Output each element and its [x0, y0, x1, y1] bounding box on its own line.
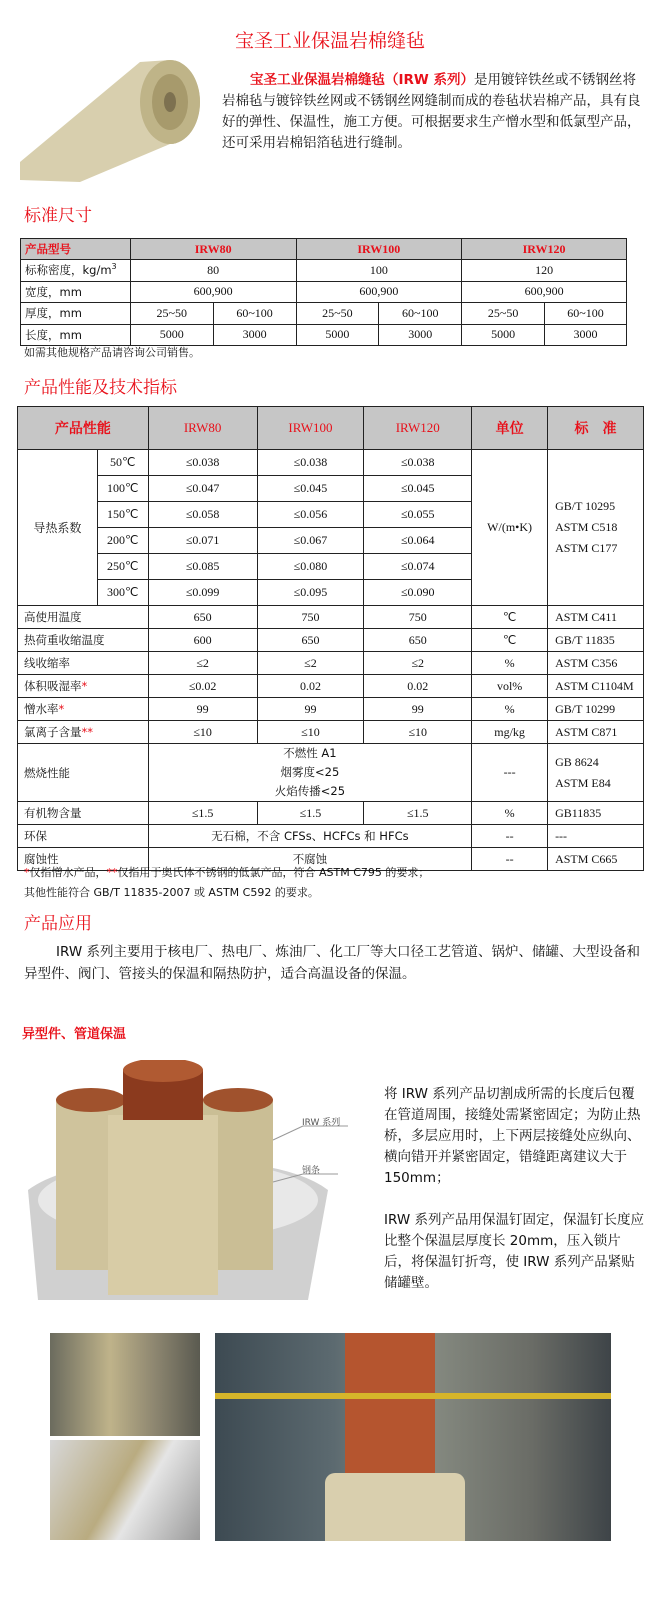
cell: ASTM C1104M — [548, 675, 644, 698]
cell: 无石棉，不含 CFSs、HCFCs 和 HFCs — [148, 825, 471, 848]
performance-heading: 产品性能及技术指标 — [24, 378, 177, 398]
cell: ≤10 — [364, 721, 472, 744]
cell: 导热系数 — [18, 450, 98, 606]
cell: 600,900 — [462, 281, 627, 303]
cell: 200℃ — [97, 528, 148, 554]
performance-table — [17, 406, 644, 871]
header-cell: IRW80 — [130, 239, 296, 260]
steel-strip-label: 钢条 — [302, 1166, 321, 1176]
cell: 5000 — [462, 324, 545, 346]
cell: 600 — [148, 629, 257, 652]
cell: ≤0.074 — [364, 554, 472, 580]
cell: 650 — [364, 629, 472, 652]
cell: ASTM C411 — [548, 606, 644, 629]
cell: 0.02 — [257, 675, 364, 698]
header-cell: IRW120 — [364, 407, 472, 450]
table-row — [21, 260, 627, 282]
cell: ≤0.02 — [148, 675, 257, 698]
cell: ≤0.064 — [364, 528, 472, 554]
cell: 5000 — [296, 324, 379, 346]
performance-note-2: 其他性能符合 GB/T 11835-2007 或 ASTM C592 的要求。 — [24, 886, 319, 899]
header-cell: 产品型号 — [21, 239, 131, 260]
pipe-text — [384, 1084, 644, 1294]
pipe-insulation-diagram — [28, 1060, 348, 1300]
cell: ≤2 — [148, 652, 257, 675]
cell: ≤0.071 — [148, 528, 257, 554]
cell: % — [472, 802, 548, 825]
site-photo-1 — [50, 1333, 200, 1436]
application-heading: 产品应用 — [24, 914, 92, 934]
cell: 高使用温度 — [18, 606, 149, 629]
cell: 750 — [257, 606, 364, 629]
cell: ≤10 — [257, 721, 364, 744]
table-row — [21, 281, 627, 303]
cell: ≤10 — [148, 721, 257, 744]
cell: ASTM C356 — [548, 652, 644, 675]
row-label: 标称密度，$kg/m^3$ — [21, 260, 131, 282]
performance-note-1: *仅指憎水产品，**仅指用于奥氏体不锈钢的低氯产品，符合 ASTM C795 的要求； — [24, 866, 430, 879]
cell: ≤0.038 — [257, 450, 364, 476]
application-text: IRW 系列主要用于核电厂、热电厂、炼油厂、化工厂等大口径工艺管道、锅炉、储罐、大型设备和异型件、阀门、管接头的保温和隔热防护，适合高温设备的保温。 — [24, 944, 640, 982]
cell: ASTM C665 — [548, 848, 644, 871]
cell: ≤2 — [257, 652, 364, 675]
cell: 3000 — [545, 324, 627, 346]
cell: GB 8624 ASTM E84 — [548, 744, 644, 802]
cell: 3000 — [379, 324, 462, 346]
header-cell: IRW120 — [462, 239, 627, 260]
cell: 100 — [296, 260, 462, 282]
cell: 0.02 — [364, 675, 472, 698]
cell: 3000 — [213, 324, 296, 346]
cell: 燃烧性能 — [18, 744, 149, 802]
cell: --- — [472, 744, 548, 802]
cell: ≤0.090 — [364, 580, 472, 606]
cell: 600,900 — [130, 281, 296, 303]
size-table — [20, 238, 627, 346]
cell: 99 — [257, 698, 364, 721]
cell: 600,900 — [296, 281, 462, 303]
cell: GB11835 — [548, 802, 644, 825]
cell: GB/T 10295 ASTM C518 ASTM C177 — [548, 450, 644, 606]
cell: 60~100 — [545, 303, 627, 325]
cell: ≤0.080 — [257, 554, 364, 580]
cell: ≤0.045 — [257, 476, 364, 502]
cell: ≤1.5 — [148, 802, 257, 825]
cell: ASTM C871 — [548, 721, 644, 744]
cell: 60~100 — [379, 303, 462, 325]
pipe-paragraph-2: IRW 系列产品用保温钉固定，保温钉长度应比整个保温层厚度长 20mm，压入锁片后，将保温钉折弯，使 IRW 系列产品紧贴储罐壁。 — [384, 1212, 644, 1291]
cell: 25~50 — [296, 303, 379, 325]
cell: 650 — [257, 629, 364, 652]
table-row — [18, 407, 644, 450]
size-heading: 标准尺寸 — [24, 206, 92, 226]
cell: 750 — [364, 606, 472, 629]
cell: ≤0.047 — [148, 476, 257, 502]
cell: 憎水率* — [18, 698, 149, 721]
cell: GB/T 11835 — [548, 629, 644, 652]
header-cell: IRW100 — [296, 239, 462, 260]
cell: 60~100 — [213, 303, 296, 325]
cell: 100℃ — [97, 476, 148, 502]
header-cell: 产品性能 — [18, 407, 149, 450]
header-cell: 标 准 — [548, 407, 644, 450]
table-row — [18, 802, 644, 825]
cell: 99 — [148, 698, 257, 721]
table-row — [18, 698, 644, 721]
page-title: 宝圣工业保温岩棉缝毡 — [234, 30, 425, 52]
cell: % — [472, 698, 548, 721]
cell: ℃ — [472, 629, 548, 652]
cell: 25~50 — [130, 303, 213, 325]
cell: -- — [472, 848, 548, 871]
table-row — [18, 675, 644, 698]
cell: mg/kg — [472, 721, 548, 744]
site-photo-3 — [215, 1333, 611, 1541]
cell: 不腐蚀 — [148, 848, 471, 871]
cell: 氯离子含量** — [18, 721, 149, 744]
cell: vol% — [472, 675, 548, 698]
cell: ≤0.038 — [364, 450, 472, 476]
cell: ≤1.5 — [257, 802, 364, 825]
cell: --- — [548, 825, 644, 848]
cell: ≤0.058 — [148, 502, 257, 528]
header-cell: 单位 — [472, 407, 548, 450]
cell: ≤0.056 — [257, 502, 364, 528]
cell: 50℃ — [97, 450, 148, 476]
cell: ≤0.055 — [364, 502, 472, 528]
size-note: 如需其他规格产品请咨询公司销售。 — [24, 346, 200, 359]
cell: ≤0.045 — [364, 476, 472, 502]
cell: 150℃ — [97, 502, 148, 528]
intro-product-name: 宝圣工业保温岩棉缝毡（IRW 系列） — [250, 72, 475, 88]
cell: 5000 — [130, 324, 213, 346]
cell: 120 — [462, 260, 627, 282]
cell: 腐蚀性 — [18, 848, 149, 871]
cell: 不燃性 A1 烟雾度<25 火焰传播<25 — [148, 744, 471, 802]
cell: W/(m•K) — [472, 450, 548, 606]
intro-text: 是用镀锌铁丝或不锈钢丝将岩棉毡与镀锌铁丝网或不锈钢丝网缝制而成的卷毡状岩棉产品，具有良好的弹性、保温性，施工方便。可根据要求生产憎水型和低氯型产品，还可采用岩棉铝箔毡进行缝制。 — [222, 72, 641, 151]
cell: 有机物含量 — [18, 802, 149, 825]
cell: 25~50 — [462, 303, 545, 325]
table-row — [18, 744, 644, 802]
cell: ≤0.095 — [257, 580, 364, 606]
row-label: 长度，mm — [21, 324, 131, 346]
table-row — [18, 825, 644, 848]
table-row — [18, 450, 644, 476]
table-row — [18, 629, 644, 652]
intro-paragraph — [222, 70, 642, 154]
cell: 650 — [148, 606, 257, 629]
cell: -- — [472, 825, 548, 848]
cell: 80 — [130, 260, 296, 282]
cell: 300℃ — [97, 580, 148, 606]
table-row — [18, 652, 644, 675]
cell: ℃ — [472, 606, 548, 629]
cell: 热荷重收缩温度 — [18, 629, 149, 652]
cell: 250℃ — [97, 554, 148, 580]
cell: ≤0.099 — [148, 580, 257, 606]
cell: 环保 — [18, 825, 149, 848]
row-label: 宽度，mm — [21, 281, 131, 303]
cell: 体积吸湿率* — [18, 675, 149, 698]
cell: ≤0.085 — [148, 554, 257, 580]
header-cell: IRW100 — [257, 407, 364, 450]
cell: ≤0.067 — [257, 528, 364, 554]
pipe-heading: 异型件、管道保温 — [22, 1027, 127, 1042]
table-row — [21, 324, 627, 346]
rock-wool-roll-image — [20, 52, 202, 182]
header-cell: IRW80 — [148, 407, 257, 450]
table-row — [21, 239, 627, 260]
cell: GB/T 10299 — [548, 698, 644, 721]
cell: 99 — [364, 698, 472, 721]
pipe-paragraph-1: 将 IRW 系列产品切割成所需的长度后包覆在管道周围，接缝处需紧密固定；为防止热桥，多层应用时，上下两层接缝处应纵向、横向错开并紧密固定，错缝距离建议大于 150mm； — [384, 1086, 641, 1186]
cell: % — [472, 652, 548, 675]
cell: ≤0.038 — [148, 450, 257, 476]
irw-series-label: IRW 系列 — [302, 1118, 341, 1128]
site-photo-2 — [50, 1440, 200, 1540]
row-label: 厚度，mm — [21, 303, 131, 325]
cell: ≤1.5 — [364, 802, 472, 825]
table-row — [21, 303, 627, 325]
table-row — [18, 606, 644, 629]
cell: 线收缩率 — [18, 652, 149, 675]
cell: ≤2 — [364, 652, 472, 675]
table-row — [18, 721, 644, 744]
